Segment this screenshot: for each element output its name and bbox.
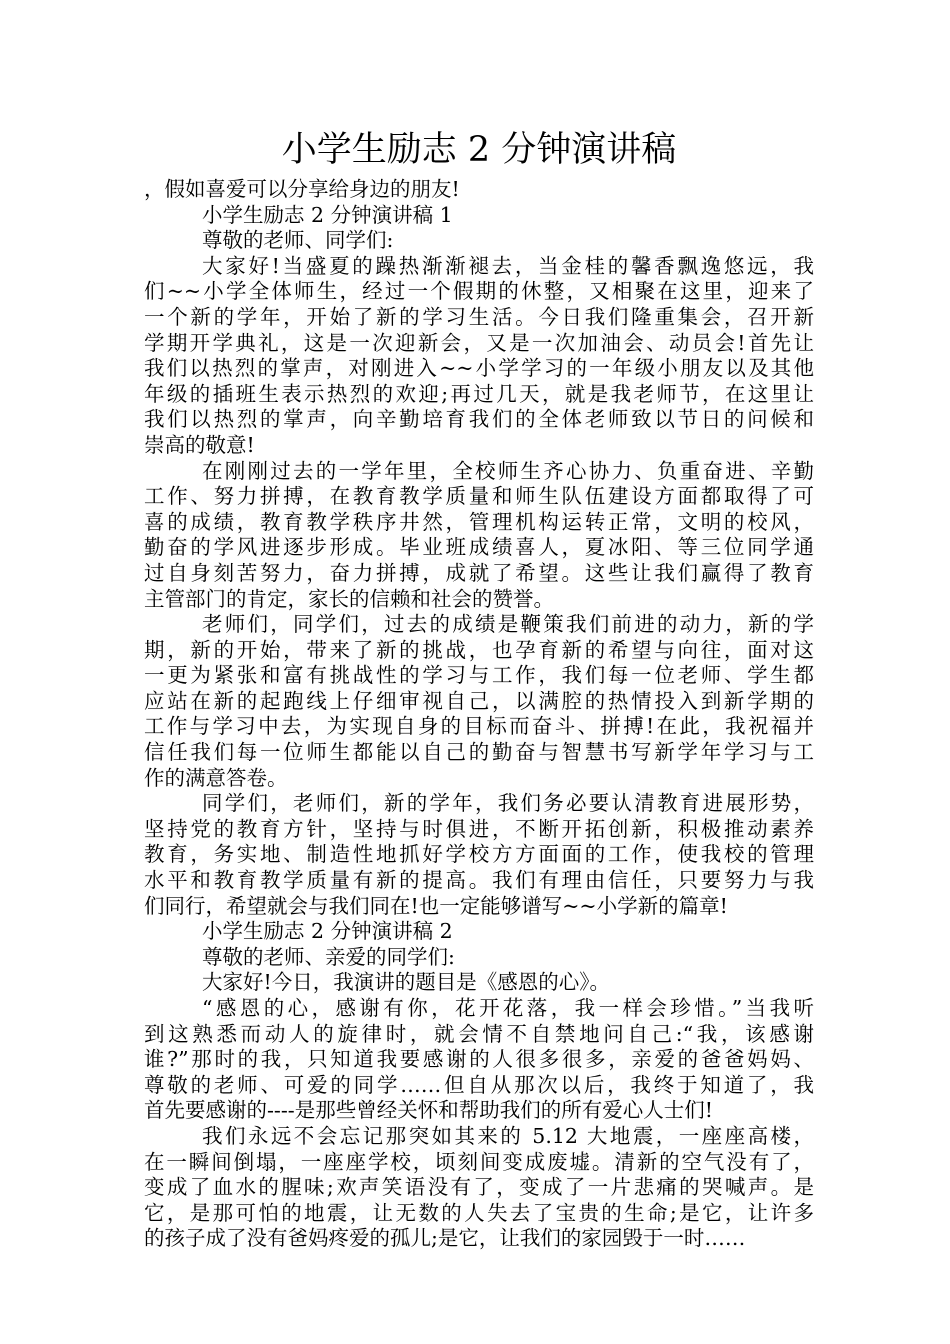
text-line: 主管部门的肯定，家长的信赖和社会的赞誉。 <box>144 586 554 611</box>
speech-1-heading: 小学生励志 2 分钟演讲稿 1 <box>202 202 453 227</box>
text-line: 作的满意答卷。 <box>144 765 288 790</box>
text-line: 一更为紧张和富有挑战性的学习与工作，我们每一位老师、学生都 <box>144 663 814 688</box>
text-line: 期，新的开始，带来了新的挑战，也孕育新的希望与向往，面对这 <box>144 637 814 662</box>
text-line: 在刚刚过去的一学年里，全校师生齐心协力、负重奋进、辛勤 <box>202 458 814 483</box>
text-line: 我们以热烈的掌声，向辛勤培育我们的全体老师致以节日的问候和 <box>144 407 814 432</box>
text-line: 们同行，希望就会与我们同在!也一定能够谱写~~小学新的篇章! <box>144 893 728 918</box>
text-line: 变成了血水的腥味;欢声笑语没有了，变成了一片悲痛的哭喊声。是 <box>144 1175 814 1200</box>
text-line: 应站在新的起跑线上仔细审视自己，以满腔的热情投入到新学期的 <box>144 688 814 713</box>
text-line: 工作、努力拼搏，在教育教学质量和师生队伍建设方面都取得了可 <box>144 484 814 509</box>
text-line: 水平和教育教学质量有新的提高。我们有理由信任，只要努力与我 <box>144 868 814 893</box>
text-line: 学期开学典礼，这是一次迎新会，又是一次加油会、动员会!首先让 <box>144 330 814 355</box>
text-line: 同学们，老师们，新的学年，我们务必要认清教育进展形势， <box>202 791 814 816</box>
text-line: 教育，务实地、制造性地抓好学校方方面面的工作，使我校的管理 <box>144 842 814 867</box>
text-line: 大家好!今日，我演讲的题目是《感恩的心》。 <box>202 970 610 995</box>
text-line: 勤奋的学风进逐步形成。毕业班成绩喜人，夏冰阳、等三位同学通 <box>144 535 814 560</box>
text-line: 我们永远不会忘记那突如其来的 5.12 大地震，一座座高楼， <box>202 1123 814 1148</box>
speech-2-salutation: 尊敬的老师、亲爱的同学们: <box>202 944 455 969</box>
text-line: 们~~小学全体师生，经过一个假期的休整，又相聚在这里，迎来了 <box>144 279 814 304</box>
text-line: 它，是那可怕的地震，让无数的人失去了宝贵的生命;是它，让许多 <box>144 1200 814 1225</box>
text-line: 老师们，同学们，过去的成绩是鞭策我们前进的动力，新的学 <box>202 612 814 637</box>
intro-line: ，假如喜爱可以分享给身边的朋友! <box>144 177 460 201</box>
text-line: 一个新的学年，开始了新的学习生活。今日我们隆重集会，召开新 <box>144 304 814 329</box>
text-line: 在一瞬间倒塌，一座座学校，顷刻间变成废墟。清新的空气没有了， <box>144 1149 814 1174</box>
text-line: 崇高的敬意! <box>144 432 255 457</box>
text-line: 过自身刻苦努力，奋力拼搏，成就了希望。这些让我们赢得了教育 <box>144 560 814 585</box>
text-line: 谁?”那时的我，只知道我要感谢的人很多很多，亲爱的爸爸妈妈、 <box>144 1047 814 1072</box>
text-line: 大家好!当盛夏的躁热渐渐褪去，当金桂的馨香飘逸悠远，我 <box>202 253 814 278</box>
text-line: 首先要感谢的----是那些曾经关怀和帮助我们的所有爱心人士们! <box>144 1098 713 1123</box>
text-line: 我们以热烈的掌声，对刚进入~~小学学习的一年级小朋友以及其他 <box>144 356 814 381</box>
text-line: 坚持党的教育方针，坚持与时俱进，不断开拓创新，积极推动素养 <box>144 816 814 841</box>
text-line: 年级的插班生表示热烈的欢迎;再过几天，就是我老师节，在这里让 <box>144 381 814 406</box>
speech-1-salutation: 尊敬的老师、同学们: <box>202 228 394 253</box>
document-page <box>144 128 814 1252</box>
text-line: 喜的成绩，教育教学秩序井然，管理机构运转正常，文明的校风， <box>144 509 814 534</box>
text-line: 到这熟悉而动人的旋律时，就会情不自禁地问自己:“我，该感谢 <box>144 1021 814 1046</box>
text-line: “感恩的心，感谢有你，花开花落，我一样会珍惜。”当我听 <box>202 996 814 1020</box>
text-line: 尊敬的老师、可爱的同学……但自从那次以后，我终于知道了，我 <box>144 1072 814 1097</box>
text-line: 的孩子成了没有爸妈疼爱的孤儿;是它，让我们的家园毁于一时…… <box>144 1226 746 1251</box>
text-line: 工作与学习中去，为实现自身的目标而奋斗、拼搏!在此，我祝福并 <box>144 714 814 739</box>
document-title: 小学生励志 2 分钟演讲稿 <box>281 130 677 170</box>
speech-2-heading: 小学生励志 2 分钟演讲稿 2 <box>202 919 453 944</box>
text-line: 信任我们每一位师生都能以自己的勤奋与智慧书写新学年学习与工 <box>144 740 814 765</box>
